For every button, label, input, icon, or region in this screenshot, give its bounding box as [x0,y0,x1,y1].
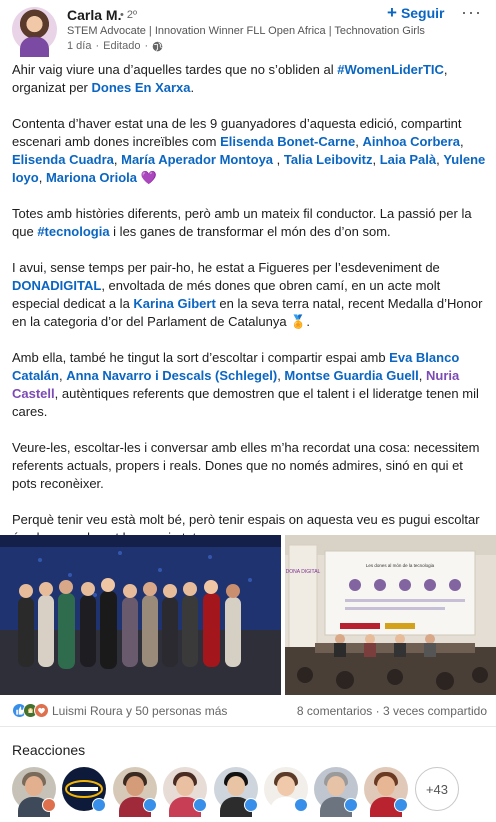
paragraph-2: Contenta d’haver estat una de les 9 guanyadores d’aquesta edició, compartint escenari amb dones increïbles com Elisenda Bonet-Carne, Ainhoa Corbera, Elisenda Cuadra, María Aperador Montoya , Talia Leibovitz, Laia Palà, Yulene Ioyo, Mariona Oriola 💜 [12,116,486,185]
mention-montse-guardia-guell[interactable]: Montse Guardia Guell [284,368,419,383]
paragraph-5: Amb ella, també he tingut la sort d’escoltar i compartir espai amb Eva Blanco Catalán, Anna Navarro i Descals (Schlegel), Montse Guardia Guell, Nuria Castell, autèntiques referents que demostren que el talent i el lideratge tenen mil cares. [12,350,479,419]
reactions-heading: Reacciones [12,742,86,758]
screen-title: Les dones al món de la tecnologia [365,563,435,568]
follow-label: Seguir [400,5,445,21]
paragraph-4: I avui, sense temps per pair-ho, he estat a Figueres per l’esdeveniment de DONADIGITAL, envoltada de més dones que obren camí, en un acte molt especial dedicat a la Karina Gibert en la seva terra natal, recent Medalla d’Honor en la categoria d’or del Parlament de Catalunya 🏅. [12,260,483,329]
like-badge-icon [143,798,157,812]
more-options-button[interactable]: ··· [461,2,482,22]
conference-photo-illustration [285,535,496,695]
post-meta: 1 día · Editado · [67,40,163,52]
connection-degree: • 2º [120,9,138,21]
group-photo-illustration [0,535,281,695]
like-badge-icon [193,798,207,812]
hashtag-tecnologia[interactable]: #tecnologia [37,224,110,239]
paragraph-3: Totes amb històries diferents, però amb un mateix fil conductor. La passió per la que #tecnologia i les ganes de transformar el món des d’on som. [12,206,472,239]
mention-elisenda-bonet-carne[interactable]: Elisenda Bonet-Carne [220,134,356,149]
author-name[interactable]: Carla M. [67,7,122,23]
like-badge-icon [294,798,308,812]
like-badge-icon [244,798,258,812]
mention-karina-gibert[interactable]: Karina Gibert [133,296,216,311]
mention-maria-aperador-montoya[interactable]: María Aperador Montoya [121,152,274,167]
mention-mariona-oriola[interactable]: Mariona Oriola [45,170,137,185]
author-avatar[interactable] [12,7,57,52]
paragraph-7: Perquè tenir veu està molt bé, però tenir espais on aquesta veu es pugui escoltar [12,512,480,527]
mention-dones-en-xarxa[interactable]: Dones En Xarxa [91,80,191,95]
mention-laia-pala[interactable]: Laia Palà [379,152,437,167]
hashtag-womenlidertic[interactable]: #WomenLiderTIC [337,62,444,77]
like-badge-icon [42,798,56,812]
love-reaction-icon [34,703,49,718]
like-badge-icon [92,798,106,812]
post-time: 1 día [67,40,92,52]
reactions-avatar-row [12,767,488,815]
mention-yulene-ioyo[interactable]: Yulene Ioyo [12,152,486,185]
more-reactions-button[interactable]: +43 [415,767,459,811]
photo-group-stage[interactable] [0,535,281,695]
mention-donadigital[interactable]: DONADIGITAL [12,278,102,293]
like-badge-icon [344,798,358,812]
plus-icon: + [387,3,397,22]
like-badge-icon [394,798,408,812]
mention-anna-navarro-i-descals[interactable]: Anna Navarro i Descals (Schlegel) [66,368,278,383]
mention-elisenda-cuadra[interactable]: Elisenda Cuadra [12,152,114,167]
globe-icon [152,41,163,52]
edited-label: Editado [103,40,141,52]
mention-ainhoa-corbera[interactable]: Ainhoa Corbera [362,134,460,149]
divider [0,726,496,727]
mention-talia-leibovitz[interactable]: Talia Leibovitz [283,152,373,167]
paragraph-1: Ahir vaig viure una d’aquelles tardes que no s’obliden al #WomenLiderTIC, organizat per Dones En Xarxa. [12,62,448,95]
reaction-icons[interactable] [12,703,45,718]
reactors-summary[interactable]: Luismi Roura y 50 personas más [52,704,228,718]
social-counts-bar [12,703,487,719]
post-header [0,0,496,60]
author-headline: STEM Advocate | Innovation Winner FLL Open Africa | Technovation Girls [67,25,425,37]
banner-text: DONA DIGITAL [285,569,321,575]
photo-conference-panel[interactable] [285,535,496,695]
mention-eva-blanco-catalan[interactable]: Eva Blanco Catalán [12,350,460,383]
mention-nuria-castell[interactable]: Nuria Castell [12,368,460,401]
post-text [12,61,487,565]
comments-shares-count[interactable]: 8 comentarios · 3 veces compartido [296,704,487,718]
paragraph-6: Veure-les, escoltar-les i conversar amb elles m’ha recordat una cosa: necessitem referents actuals, propers i reals. Dones que no només admires, sinó en qui et pots reconèixer. [12,440,480,491]
follow-button[interactable] [387,5,445,21]
